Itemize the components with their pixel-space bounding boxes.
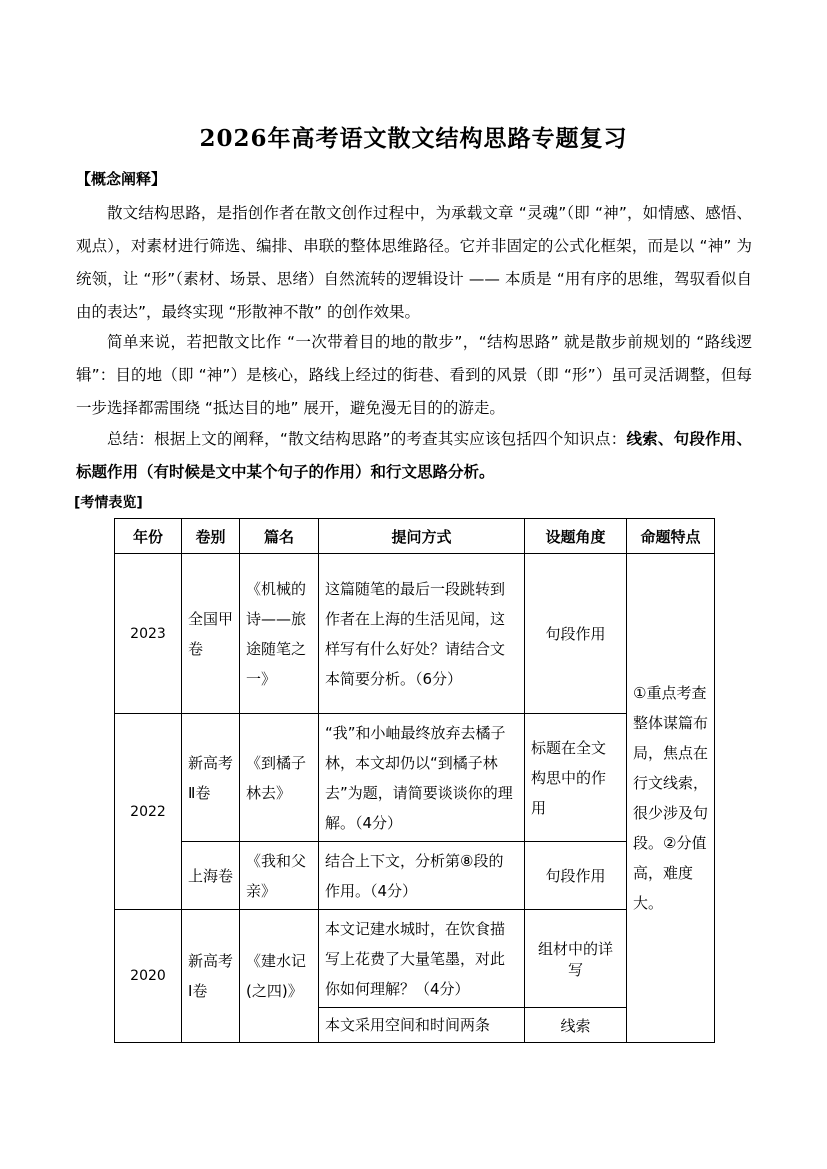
cell-question: “我”和小岫最终放弃去橘子林，本文却仍以“到橘子林去”为题，请简要谈谈你的理解。（4分）: [319, 714, 525, 842]
paragraph-summary: [76, 423, 752, 489]
cell-paper: 全国甲卷: [182, 554, 240, 714]
paragraph-analogy: 简单来说，若把散文比作 “一次带着目的地的散步”，“结构思路” 就是散步前规划的 “路线逻辑”：目的地（即 “神”）是核心，路线上经过的街巷、看到的风景（即 “形”）虽可灵活调整，但每一步选择都需围绕 “抵达目的地” 展开，避免漫无目的的游走。: [76, 333, 752, 417]
header-features: 命题特点: [627, 519, 715, 554]
cell-article: 《建水记(之四)》: [240, 910, 319, 1043]
cell-year: 2022: [115, 714, 182, 910]
cell-angle: 标题在全文构思中的作用: [525, 714, 627, 842]
summary-bold-text: 线索、句段作用、标题作用（有时候是文中某个句子的作用）和行文思路分析。: [76, 430, 752, 481]
table-row: [115, 714, 715, 842]
table-row: [115, 842, 715, 910]
cell-angle: 句段作用: [525, 554, 627, 714]
cell-question: 本文记建水城时，在饮食描写上花费了大量笔墨，对此你如何理解？（4分）: [319, 910, 525, 1008]
header-angle: 设题角度: [525, 519, 627, 554]
header-paper: 卷别: [182, 519, 240, 554]
cell-year: 2023: [115, 554, 182, 714]
exam-table: [114, 518, 715, 1043]
cell-year: 2020: [115, 910, 182, 1043]
cell-paper: 新高考Ⅰ卷: [182, 910, 240, 1043]
cell-question: 本文采用空间和时间两条: [319, 1008, 525, 1043]
cell-angle: 线索: [525, 1008, 627, 1043]
cell-article: 《到橘子林去》: [240, 714, 319, 842]
cell-paper: 上海卷: [182, 842, 240, 910]
cell-article: 《我和父亲》: [240, 842, 319, 910]
cell-question: 结合上下文，分析第⑧段的作用。（4分）: [319, 842, 525, 910]
table-row: [115, 910, 715, 1008]
table-header-row: [115, 519, 715, 554]
page-title: 2026年高考语文散文结构思路专题复习: [199, 125, 628, 152]
header-article: 篇名: [240, 519, 319, 554]
section-heading-concept: 【概念阐释】: [76, 170, 167, 188]
cell-question: 这篇随笔的最后一段跳转到作者在上海的生活见闻，这样写有什么好处？请结合文本简要分析。（6分）: [319, 554, 525, 714]
header-year: 年份: [115, 519, 182, 554]
cell-article: 《机械的诗——旅途随笔之一》: [240, 554, 319, 714]
header-question: 提问方式: [319, 519, 525, 554]
summary-text: 总结：根据上文的阐释，“散文结构思路”的考查其实应该包括四个知识点：: [107, 430, 627, 448]
section-heading-exam: [考情表览]: [74, 495, 143, 511]
cell-angle: 组材中的详写: [525, 910, 627, 1008]
cell-paper: 新高考Ⅱ卷: [182, 714, 240, 842]
table-row: [115, 554, 715, 714]
cell-angle: 句段作用: [525, 842, 627, 910]
cell-features: ①重点考查整体谋篇布局，焦点在行文线索，很少涉及句段。②分值高，难度大。: [627, 554, 715, 1043]
paragraph-definition: 散文结构思路，是指创作者在散文创作过程中，为承载文章 “灵魂”（即 “神”，如情感、感悟、观点），对素材进行筛选、编排、串联的整体思维路径。它并非固定的公式化框架，而是以 “神” 为统领，让 “形”（素材、场景、思绪）自然流转的逻辑设计 —— 本质是 “用有序的思维，驾驭看似自由的表达”，最终实现 “形散神不散” 的创作效果。: [76, 204, 752, 321]
